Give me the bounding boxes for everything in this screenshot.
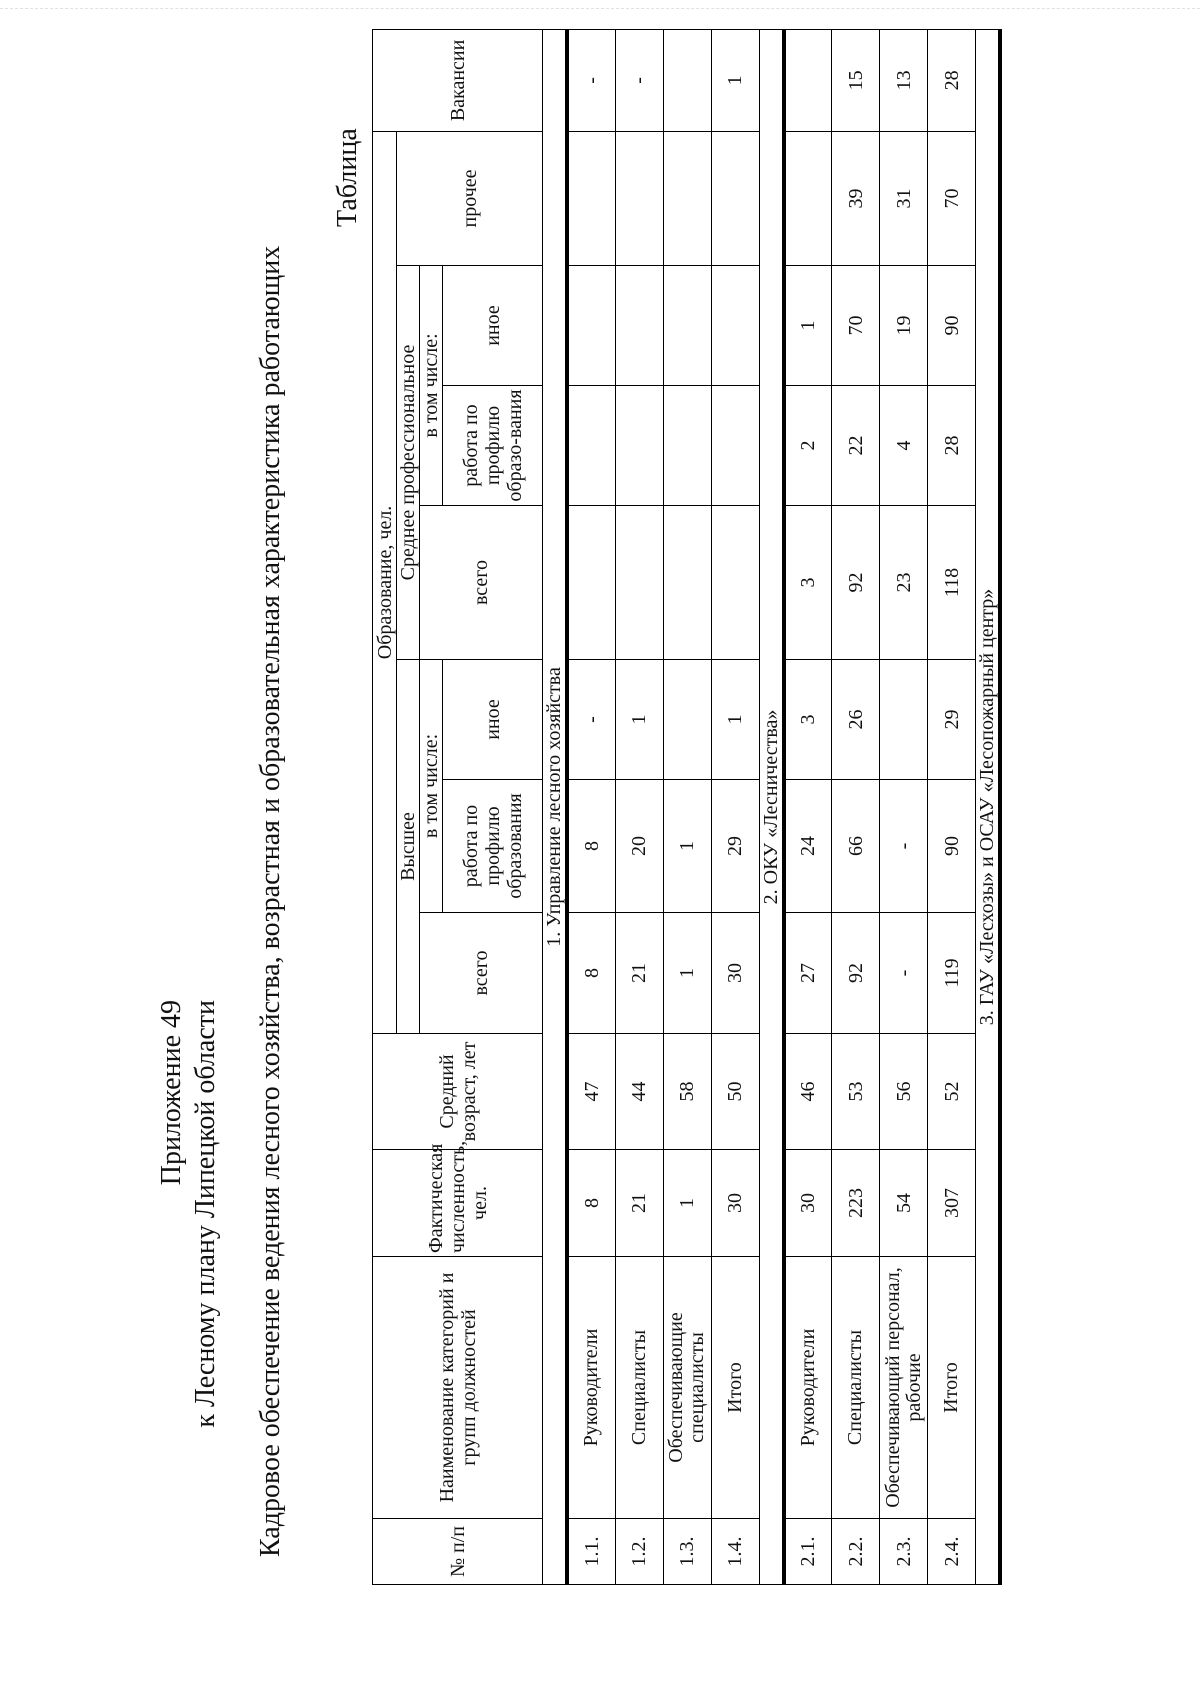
- table-cell: 1.3.: [663, 1519, 711, 1585]
- table-row: [711, 29, 759, 1584]
- col-header-secondary-total: всего: [420, 506, 543, 660]
- table-cell: 2.1.: [784, 1519, 832, 1585]
- table-cell: 1.4.: [711, 1519, 759, 1585]
- table-caption: Таблица: [332, 128, 363, 227]
- table-cell: Специалисты: [615, 1257, 663, 1519]
- table-cell: 46: [784, 1034, 832, 1150]
- table-cell: Итого: [711, 1257, 759, 1519]
- table-cell: 30: [711, 1150, 759, 1257]
- table-cell: [663, 660, 711, 780]
- table-cell: [784, 131, 832, 265]
- table-cell: [615, 131, 663, 265]
- table-cell: 1: [784, 266, 832, 386]
- table-cell: 3: [784, 660, 832, 780]
- table-cell: [711, 386, 759, 506]
- table-cell: [567, 266, 615, 386]
- table-cell: 4: [880, 386, 928, 506]
- section-row: [759, 29, 784, 1584]
- table-cell: 22: [832, 386, 880, 506]
- table-cell: 44: [615, 1034, 663, 1150]
- table-cell: 1: [711, 660, 759, 780]
- table-cell: 21: [615, 1150, 663, 1257]
- section-title: 3. ГАУ «Лесхозы» и ОСАУ «Лесопожарный центр»: [976, 29, 1001, 1584]
- table-cell: [567, 386, 615, 506]
- table-cell: 70: [832, 266, 880, 386]
- table-cell: -: [880, 913, 928, 1034]
- table-cell: [615, 386, 663, 506]
- col-header-age: Средний возраст, лет: [373, 1034, 543, 1150]
- table-cell: 8: [567, 780, 615, 913]
- table-cell: 30: [784, 1150, 832, 1257]
- section-title: 2. ОКУ «Лесничества»: [759, 29, 784, 1584]
- table-cell: [663, 29, 711, 131]
- table-cell: [711, 506, 759, 660]
- table-cell: 28: [928, 29, 976, 131]
- col-header-num: № п/п: [373, 1519, 543, 1585]
- annex-reference: [155, 1000, 223, 1428]
- table-cell: 92: [832, 506, 880, 660]
- table-cell: 20: [615, 780, 663, 913]
- table-cell: 90: [928, 266, 976, 386]
- table-cell: [567, 506, 615, 660]
- col-header-secondary-other-job: иное: [443, 266, 543, 386]
- col-header-actual: Фактическая численность, чел.: [373, 1150, 543, 1257]
- table-cell: Специалисты: [832, 1257, 880, 1519]
- table-cell: Руководители: [784, 1257, 832, 1519]
- table-cell: -: [567, 29, 615, 131]
- table-cell: 66: [832, 780, 880, 913]
- table-cell: 50: [711, 1034, 759, 1150]
- table-cell: 70: [928, 131, 976, 265]
- col-header-secondary-incl: в том числе:: [420, 266, 443, 506]
- table-cell: 90: [928, 780, 976, 913]
- table-cell: 56: [880, 1034, 928, 1150]
- table-cell: 15: [832, 29, 880, 131]
- table-cell: 3: [784, 506, 832, 660]
- table-cell: 13: [880, 29, 928, 131]
- table-cell: [663, 131, 711, 265]
- col-header-vacancies: Вакансии: [373, 29, 543, 131]
- table-cell: 47: [567, 1034, 615, 1150]
- table-cell: [663, 386, 711, 506]
- col-header-higher: Высшее: [397, 660, 420, 1034]
- col-header-education: Образование, чел.: [373, 131, 397, 1033]
- table-cell: 1: [663, 1150, 711, 1257]
- table-cell: [663, 506, 711, 660]
- table-cell: 1.1.: [567, 1519, 615, 1585]
- table-cell: 54: [880, 1150, 928, 1257]
- col-header-other: прочее: [397, 131, 543, 265]
- table-cell: 29: [928, 660, 976, 780]
- table-cell: [663, 266, 711, 386]
- col-header-name: Наименование категорий и групп должностей: [373, 1257, 543, 1519]
- section-title: 1. Управление лесного хозяйства: [543, 29, 568, 1584]
- table-cell: 118: [928, 506, 976, 660]
- table-cell: 24: [784, 780, 832, 913]
- table-cell: Обеспечивающие специалисты: [663, 1257, 711, 1519]
- table-cell: -: [567, 660, 615, 780]
- table-cell: 29: [711, 780, 759, 913]
- table-cell: 2.2.: [832, 1519, 880, 1585]
- table-cell: 119: [928, 913, 976, 1034]
- table-cell: [711, 266, 759, 386]
- table-row: [567, 29, 615, 1584]
- col-header-higher-other-job: иное: [443, 660, 543, 780]
- table-cell: 26: [832, 660, 880, 780]
- table-row: [880, 29, 928, 1584]
- table-cell: 23: [880, 506, 928, 660]
- table-cell: -: [880, 780, 928, 913]
- table-cell: 21: [615, 913, 663, 1034]
- table-row: [784, 29, 832, 1584]
- table-cell: 53: [832, 1034, 880, 1150]
- table-row: [615, 29, 663, 1584]
- table-cell: 1: [663, 780, 711, 913]
- table-cell: 307: [928, 1150, 976, 1257]
- table-cell: 31: [880, 131, 928, 265]
- section-row: [976, 29, 1001, 1584]
- table-row: [663, 29, 711, 1584]
- table-cell: 223: [832, 1150, 880, 1257]
- table-cell: 19: [880, 266, 928, 386]
- col-header-higher-incl: в том числе:: [420, 660, 443, 913]
- table-cell: [615, 266, 663, 386]
- table-cell: 1: [711, 29, 759, 131]
- col-header-secondary-profile: работа по профилю образо-вания: [443, 386, 543, 506]
- table-cell: 30: [711, 913, 759, 1034]
- table-cell: 2.3.: [880, 1519, 928, 1585]
- document-title: Кадровое обеспечение ведения лесного хозяйства, возрастная и образовательная характеристика работающих: [255, 245, 286, 1557]
- table-cell: 58: [663, 1034, 711, 1150]
- annex-number: Приложение 49: [156, 1000, 187, 1186]
- table-cell: [567, 131, 615, 265]
- table-cell: 1: [663, 913, 711, 1034]
- table-cell: 39: [832, 131, 880, 265]
- table-cell: -: [615, 29, 663, 131]
- section-row: [543, 29, 568, 1584]
- table-cell: 28: [928, 386, 976, 506]
- table-cell: 2: [784, 386, 832, 506]
- table-cell: 8: [567, 1150, 615, 1257]
- col-header-higher-profile: работа по профилю образования: [443, 780, 543, 913]
- table-row: [832, 29, 880, 1584]
- table-cell: 1: [615, 660, 663, 780]
- table-cell: [880, 660, 928, 780]
- table-cell: 8: [567, 913, 615, 1034]
- table-row: [928, 29, 976, 1584]
- table-cell: [711, 131, 759, 265]
- table-cell: 2.4.: [928, 1519, 976, 1585]
- table-cell: 52: [928, 1034, 976, 1150]
- table-cell: Итого: [928, 1257, 976, 1519]
- table-cell: 1.2.: [615, 1519, 663, 1585]
- table-cell: Руководители: [567, 1257, 615, 1519]
- staffing-table: [372, 29, 1002, 1585]
- table-cell: [784, 29, 832, 131]
- col-header-secondary: Среднее профессиональное: [397, 266, 420, 660]
- table-cell: 92: [832, 913, 880, 1034]
- table-cell: [615, 506, 663, 660]
- col-header-higher-total: всего: [420, 913, 543, 1034]
- table-cell: Обеспечивающий персонал, рабочие: [880, 1257, 928, 1519]
- annex-plan: к Лесному плану Липецкой области: [190, 1000, 221, 1428]
- table-cell: 27: [784, 913, 832, 1034]
